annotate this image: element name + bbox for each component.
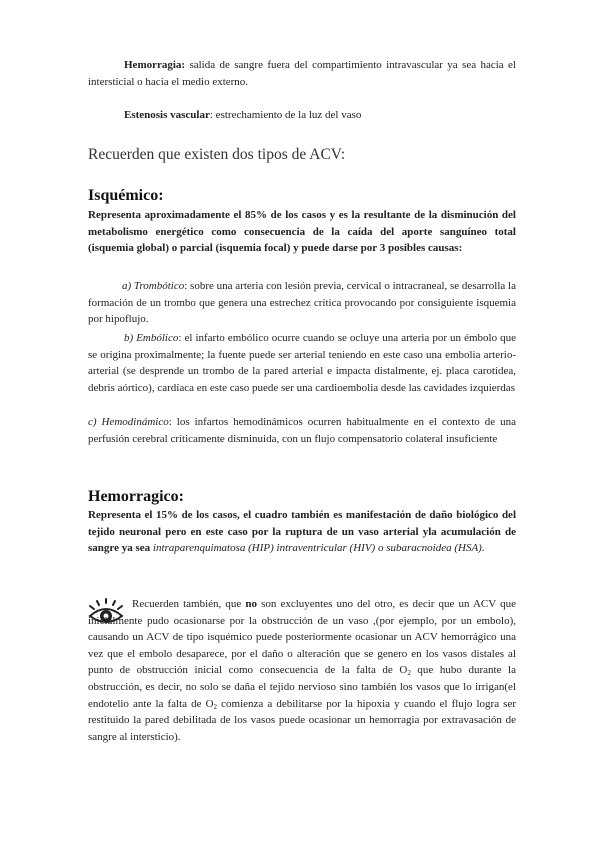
o2-subscript: 2 (407, 669, 411, 678)
estenosis-term: Estenosis vascular (124, 109, 210, 121)
isquemico-heading: Isquémico: (88, 187, 164, 204)
hemorragia-text: salida de sangre fuera del compartimiento intravascular ya sea hacia el intersticial o hacia el medio externo. (88, 59, 516, 88)
hemorragico-lead-text: Representa el 15% de los casos, el cuadro también es manifestación de daño biológico del tejido neuronal pero en este caso por la ruptura de un vaso arterial yla acumulación de sangre ya sea (88, 509, 516, 555)
note-paragraph (88, 596, 516, 745)
hemorragico-lead-italic: intraparenquimatosa (HIP) intraventricular (HIV) o subaracnoidea (HSA). (152, 542, 485, 555)
cause-c (88, 414, 516, 447)
cause-b-text: : el infarto embólico ocurre cuando se ocluye una arteria por un émbolo que se origina proximalmente; la fuente puede ser arterial teniendo en este caso una embolia arterio-arterial (se desprende un trombo de la pared arterial e impacta distalmente, ej. placa carotídea, debris aórtico), cardíaca en este caso puede ser una cardioembolia desde las cavidades izquierdas (88, 332, 516, 394)
intro-heading: Recuerden que existen dos tipos de ACV: (88, 146, 346, 163)
cause-b (88, 330, 516, 396)
cause-a (88, 278, 516, 328)
note-t1: Recuerden también, que (132, 598, 246, 610)
o2-subscript-2: 2 (213, 702, 218, 711)
estenosis-text: : estrechamiento de la luz del vaso (209, 109, 362, 121)
cause-c-label: c) Hemodinámico (88, 416, 169, 428)
note-t4: comienza a debilitarse por la hipoxia y cuando el flujo logra ser restituido la pared debilitada de los vasos puede ocasionar un hemorragia por extravasación de sangre al intersticio). (88, 697, 516, 743)
hemorragia-definition (88, 57, 516, 90)
hemorragico-lead (88, 507, 516, 557)
isquemico-lead: Representa aproximadamente el 85% de los casos y es la resultante de la disminución del metabolismo energético como consecuencia de la caída del aporte sanguíneo total (isquemia global) o parcial (isquemia focal) y puede darse por 3 posibles causas: (88, 209, 516, 255)
cause-b-label: b) Embólico (124, 332, 179, 344)
note-t2: son excluyentes uno del otro, es decir que un ACV que inicialmente pudo ocasionarse por la obstrucción de un vaso ,(por ejemplo, por un embolo), causando un ACV de tipo isquémico puede posteriormente ocasionar un ACV hemorrágico una vez que el embolo desaparece, por el daño o alteración que se genero en los vasos distales al punto de obstrucción inicial como consecuencia de la falta de O (88, 598, 516, 677)
estenosis-definition (88, 107, 516, 124)
hemorragico-heading: Hemorragico: (88, 488, 184, 505)
cause-a-label: a) Trombótico (122, 280, 185, 292)
cause-c-text: : los infartos hemodinámicos ocurren habitualmente en el contexto de una perfusión cerebral críticamente disminuida, con un flujo compensatorio colateral insuficiente (88, 416, 516, 445)
note-t3: que hubo durante la obstrucción, es decir, no solo se daña el tejido nervioso sino también los vasos que lo irrigan(el endotelio ante la falta de O (88, 664, 516, 710)
hemorragia-term: Hemorragia: (124, 59, 186, 71)
note-no: no (245, 598, 258, 610)
cause-a-text: : sobre una arteria con lesión previa, cervical o intracraneal, se desarrolla la formación de un trombo que genera una estrechez crítica provocando por consiguiente isquemia por hipoflujo. (88, 280, 516, 326)
